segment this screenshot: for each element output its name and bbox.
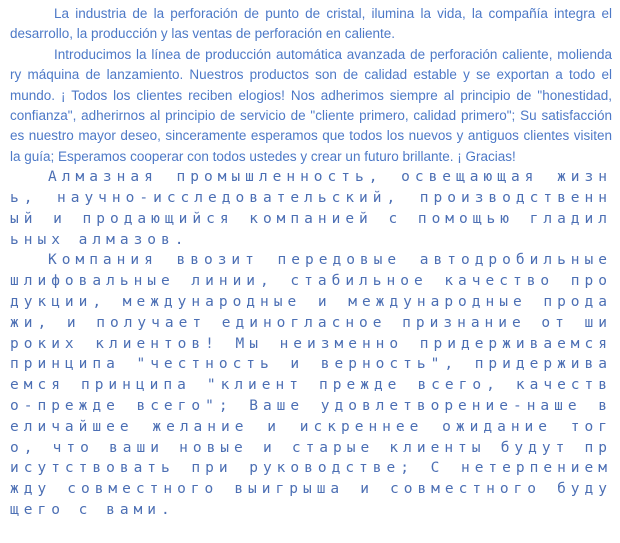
russian-section: [10, 167, 612, 521]
paragraph-spanish-1: La industria de la perforación de punto de cristal, ilumina la vida, la compañía integra el desarrollo, la producción y las ventas de perforación en caliente.: [10, 6, 612, 42]
spanish-section: [10, 4, 612, 167]
paragraph-russian-1: Алмазная промышленность, освещающая жизнь, научно-исследовательский, производственный и продающийся компанией с помощью гладильных алмазов.: [10, 169, 612, 248]
paragraph-russian-2: Компания ввозит передовые автодробильные шлифовальные линии, стабильное качество продукции, международные и международные продажи, и получает единогласное признание от широких клиентов! Мы неизменно придерживаемся принципа "честность и верность", придерживаемся принципа "клиент прежде всего, качество-прежде всего"; Ваше удовлетворение-наше величайшее желание и искреннее ожидание того, что ваши новые и старые клиенты будут присутствовать при руководстве; С нетерпением жду совместного выигрыша и совместного будущего с вами.: [10, 252, 612, 518]
paragraph-spanish-2: Introducimos la línea de producción automática avanzada de perforación caliente, molienda ry máquina de lanzamiento. Nuestros productos son de calidad estable y se exportan a todo el mundo. ¡ Todos los clientes reciben elogios! Nos adherimos siempre al principio de "honestidad, confianza", adherirnos al principio de servicio de "cliente primero, calidad primero"; Su satisfacción es nuestro mayor deseo, sinceramente esperamos que todos los nuevos y antiguos clientes visiten la guía; Esperamos cooperar con todos ustedes y crear un futuro brillante. ¡ Gracias!: [10, 46, 612, 164]
